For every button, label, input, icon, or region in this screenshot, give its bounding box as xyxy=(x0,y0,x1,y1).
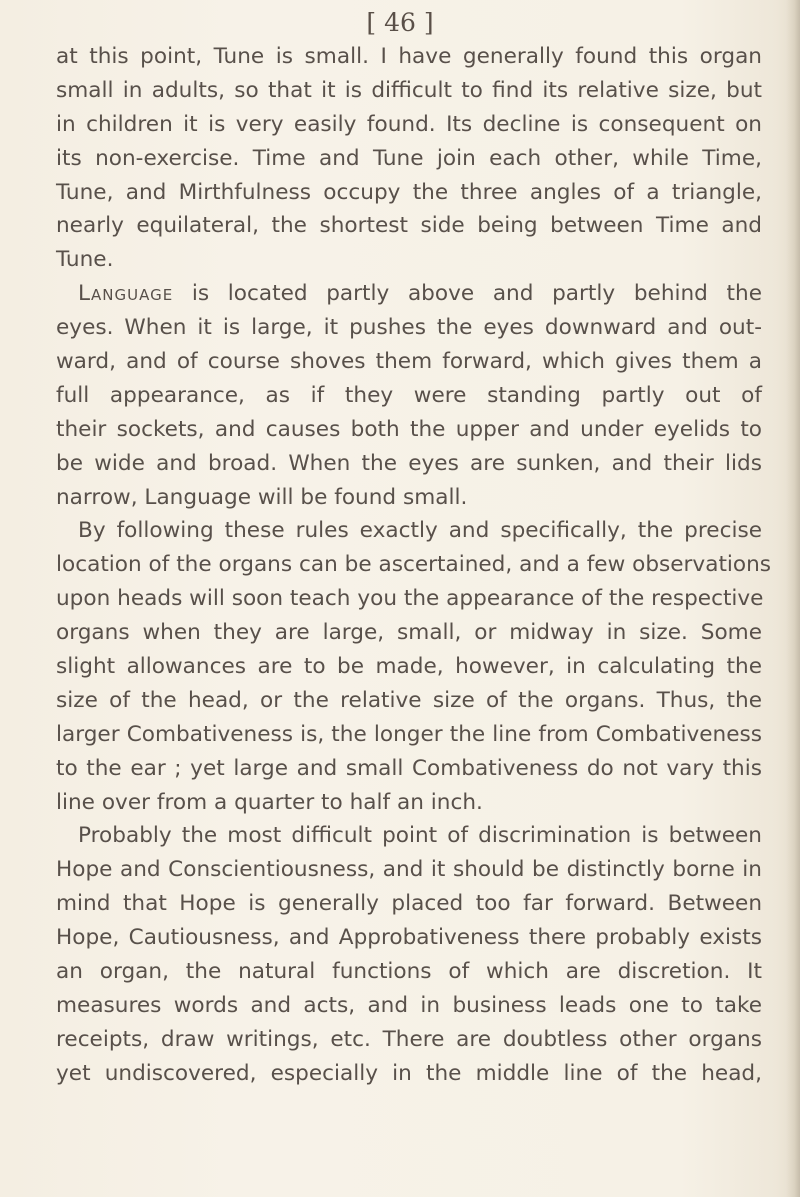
text-line: full appearance, as if they were standing partly out of xyxy=(56,382,762,408)
text-line: small in adults, so that it is difficult to find its relative size, but xyxy=(56,77,762,103)
text-line: Tune, and Mirthfulness occupy the three angles of a triangle, xyxy=(56,179,762,205)
section-heading-language: Language xyxy=(78,281,174,307)
page-text xyxy=(56,40,772,1091)
text-line: line over from a quarter to half an inch. xyxy=(56,789,483,815)
text-line: By following these rules exactly and specifically, the precise xyxy=(78,518,762,544)
text-line: narrow, Language will be found small. xyxy=(56,484,468,510)
text-line: an organ, the natural functions of which are discretion. It xyxy=(56,959,762,985)
paragraph-hope xyxy=(56,819,762,1090)
text-line-continuation: is located partly above and partly behind the xyxy=(173,281,762,307)
text-line: measures words and acts, and in business leads one to take xyxy=(56,992,762,1018)
text-line: to the ear ; yet large and small Combativeness do not vary this xyxy=(56,755,762,781)
page-edge-shadow xyxy=(786,0,800,1197)
text-line: location of the organs can be ascertained, and a few observations xyxy=(56,552,772,578)
text-line: yet undiscovered, especially in the middle line of the head, xyxy=(56,1060,762,1086)
text-line: mind that Hope is generally placed too far forward. Between xyxy=(56,891,762,917)
text-line: slight allowances are to be made, however, in calculating the xyxy=(56,654,762,680)
text-line: Tune. xyxy=(56,247,114,273)
text-line: their sockets, and causes both the upper and under eyelids to xyxy=(56,416,762,442)
text-line: upon heads will soon teach you the appearance of the respective xyxy=(56,586,764,612)
text-line: Probably the most difficult point of discrimination is between xyxy=(78,823,762,849)
text-line: receipts, draw writings, etc. There are doubtless other organs xyxy=(56,1026,762,1052)
text-line: size of the head, or the relative size of the organs. Thus, the xyxy=(56,687,762,713)
text-line: Hope, Cautiousness, and Approbativeness there probably exists xyxy=(56,925,762,951)
text-line: larger Combativeness is, the longer the line from Combativeness xyxy=(56,721,762,747)
text-line: its non-exercise. Time and Tune join each other, while Time, xyxy=(56,145,762,171)
text-line: at this point, Tune is small. I have generally found this organ xyxy=(56,44,762,69)
text-line: be wide and broad. When the eyes are sunken, and their lids xyxy=(56,450,762,476)
text-line: in children it is very easily found. Its decline is consequent on xyxy=(56,111,762,137)
paragraph-rules xyxy=(56,514,772,819)
text-line: nearly equilateral, the shortest side being between Time and xyxy=(56,213,762,239)
text-line: Hope and Conscientiousness, and it should be distinctly borne in xyxy=(56,857,762,883)
text-line: organs when they are large, small, or midway in size. Some xyxy=(56,620,762,646)
text-line: ward, and of course shoves them forward, which gives them a xyxy=(56,349,762,375)
paragraph-tune xyxy=(56,40,762,277)
paragraph-language xyxy=(56,277,762,514)
text-line: eyes. When it is large, it pushes the eyes downward and out- xyxy=(56,315,762,341)
page-number: [ 46 ] xyxy=(366,8,434,37)
text-line xyxy=(56,277,762,311)
